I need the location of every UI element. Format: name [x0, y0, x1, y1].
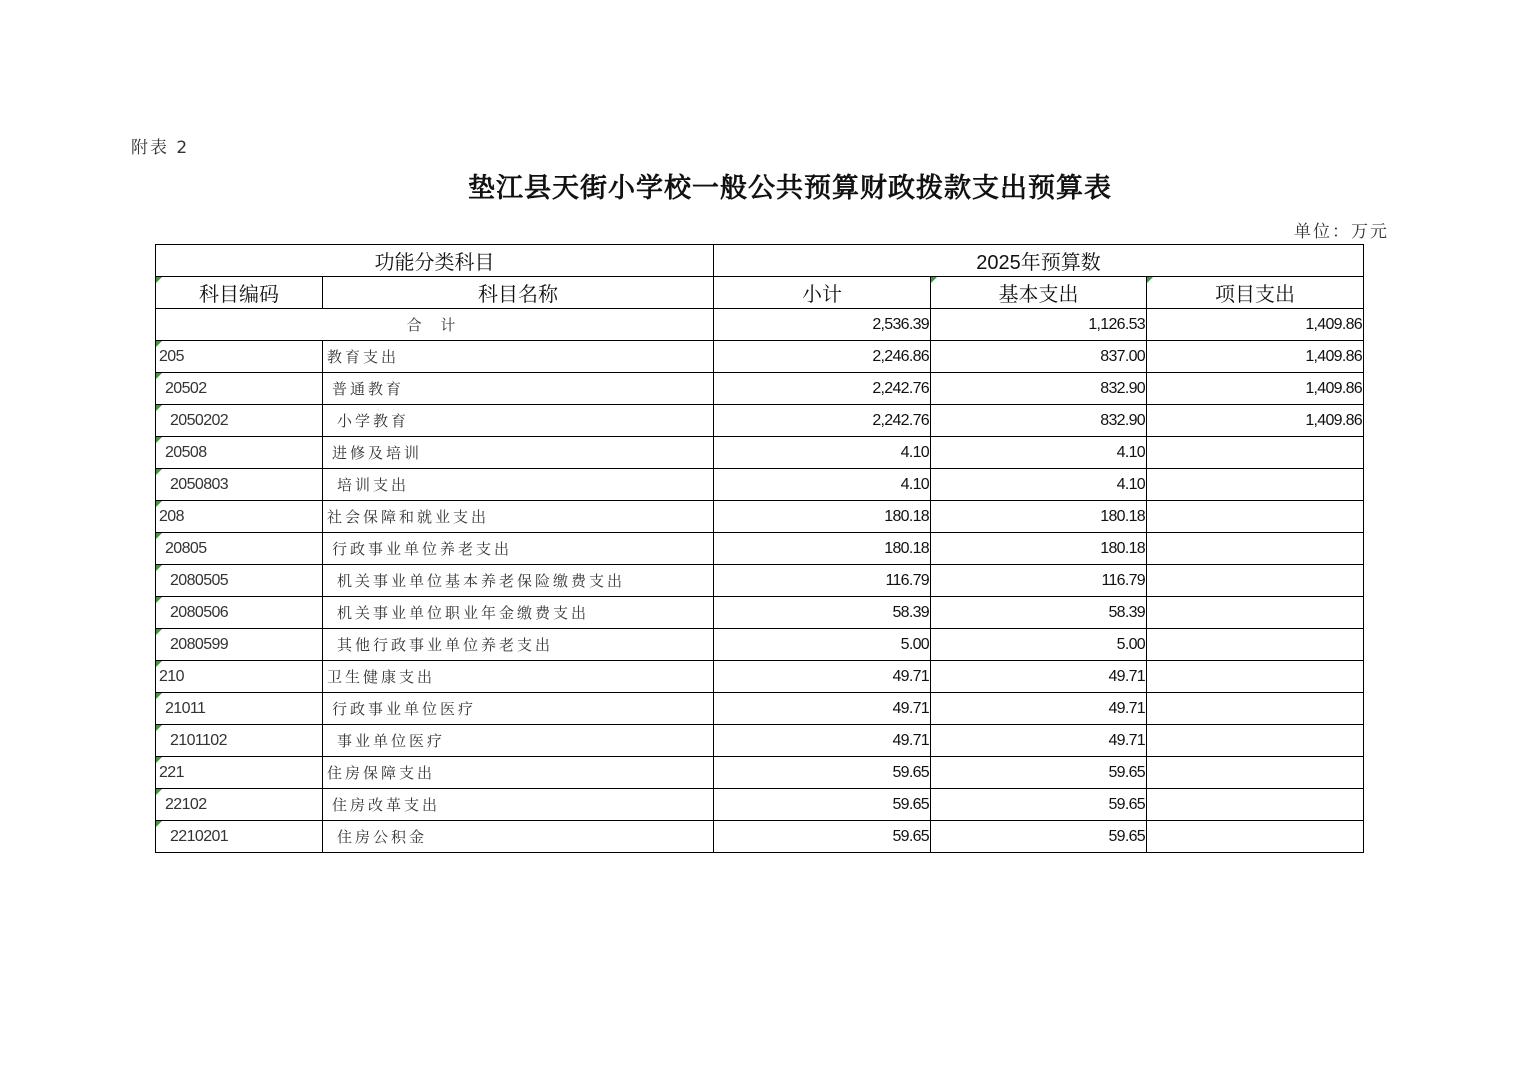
cell-name: 住房公积金 — [323, 821, 714, 853]
cell-project — [1147, 693, 1364, 725]
table-row — [156, 405, 1364, 437]
cell-basic: 837.00 — [931, 341, 1147, 373]
total-project: 1,409.86 — [1147, 309, 1364, 341]
cell-project — [1147, 565, 1364, 597]
cell-name: 教育支出 — [323, 341, 714, 373]
cell-basic: 59.65 — [931, 757, 1147, 789]
cell-project: 1,409.86 — [1147, 341, 1364, 373]
cell-code: 2210201 — [156, 821, 323, 853]
cell-basic: 4.10 — [931, 437, 1147, 469]
table-row — [156, 373, 1364, 405]
document-title: 垫江县天街小学校一般公共预算财政拨款支出预算表 — [468, 173, 1112, 204]
table-row — [156, 757, 1364, 789]
cell-basic: 59.65 — [931, 789, 1147, 821]
cell-project — [1147, 501, 1364, 533]
header-name: 科目名称 — [323, 277, 714, 309]
header-column-row — [156, 277, 1364, 309]
cell-name: 社会保障和就业支出 — [323, 501, 714, 533]
cell-code: 2080505 — [156, 565, 323, 597]
header-subtotal: 小计 — [714, 277, 931, 309]
header-project-expenditure: 项目支出 — [1147, 277, 1364, 309]
table-row — [156, 437, 1364, 469]
cell-project — [1147, 629, 1364, 661]
cell-subtotal: 2,246.86 — [714, 341, 931, 373]
cell-name: 行政事业单位医疗 — [323, 693, 714, 725]
cell-subtotal: 58.39 — [714, 597, 931, 629]
cell-project — [1147, 597, 1364, 629]
table-row — [156, 597, 1364, 629]
cell-name: 事业单位医疗 — [323, 725, 714, 757]
cell-subtotal: 2,242.76 — [714, 405, 931, 437]
cell-basic: 180.18 — [931, 533, 1147, 565]
cell-subtotal: 116.79 — [714, 565, 931, 597]
cell-basic: 832.90 — [931, 373, 1147, 405]
cell-subtotal: 49.71 — [714, 661, 931, 693]
cell-basic: 5.00 — [931, 629, 1147, 661]
appendix-label: 附表 2 — [131, 138, 190, 158]
cell-code: 210 — [156, 661, 323, 693]
total-row — [156, 309, 1364, 341]
cell-basic: 832.90 — [931, 405, 1147, 437]
cell-name: 机关事业单位基本养老保险缴费支出 — [323, 565, 714, 597]
cell-code: 2080506 — [156, 597, 323, 629]
cell-code: 2080599 — [156, 629, 323, 661]
cell-subtotal: 180.18 — [714, 533, 931, 565]
cell-name: 其他行政事业单位养老支出 — [323, 629, 714, 661]
cell-code: 20508 — [156, 437, 323, 469]
cell-basic: 116.79 — [931, 565, 1147, 597]
cell-subtotal: 4.10 — [714, 437, 931, 469]
header-group-row — [156, 245, 1364, 277]
cell-basic: 58.39 — [931, 597, 1147, 629]
cell-subtotal: 2,242.76 — [714, 373, 931, 405]
table-row — [156, 661, 1364, 693]
cell-project — [1147, 789, 1364, 821]
cell-project — [1147, 757, 1364, 789]
total-basic: 1,126.53 — [931, 309, 1147, 341]
header-code: 科目编码 — [156, 277, 323, 309]
budget-table — [155, 244, 1364, 853]
cell-basic: 4.10 — [931, 469, 1147, 501]
table-row — [156, 693, 1364, 725]
table-row — [156, 469, 1364, 501]
cell-project: 1,409.86 — [1147, 373, 1364, 405]
cell-name: 普通教育 — [323, 373, 714, 405]
cell-subtotal: 180.18 — [714, 501, 931, 533]
cell-code: 2050803 — [156, 469, 323, 501]
cell-project — [1147, 725, 1364, 757]
cell-name: 住房保障支出 — [323, 757, 714, 789]
cell-project: 1,409.86 — [1147, 405, 1364, 437]
table-row — [156, 725, 1364, 757]
unit-label: 单位：万元 — [1294, 222, 1389, 242]
cell-subtotal: 59.65 — [714, 789, 931, 821]
cell-basic: 59.65 — [931, 821, 1147, 853]
cell-name: 进修及培训 — [323, 437, 714, 469]
cell-code: 20805 — [156, 533, 323, 565]
cell-name: 小学教育 — [323, 405, 714, 437]
cell-name: 卫生健康支出 — [323, 661, 714, 693]
header-basic-expenditure: 基本支出 — [931, 277, 1147, 309]
table-row — [156, 821, 1364, 853]
table-row — [156, 565, 1364, 597]
cell-subtotal: 59.65 — [714, 821, 931, 853]
cell-code: 221 — [156, 757, 323, 789]
cell-subtotal: 4.10 — [714, 469, 931, 501]
cell-basic: 49.71 — [931, 661, 1147, 693]
cell-name: 机关事业单位职业年金缴费支出 — [323, 597, 714, 629]
cell-code: 2101102 — [156, 725, 323, 757]
cell-subtotal: 59.65 — [714, 757, 931, 789]
header-budget-2025: 2025年预算数 — [714, 245, 1364, 277]
cell-subtotal: 5.00 — [714, 629, 931, 661]
cell-subtotal: 49.71 — [714, 693, 931, 725]
table-row — [156, 629, 1364, 661]
cell-subtotal: 49.71 — [714, 725, 931, 757]
cell-project — [1147, 469, 1364, 501]
table-row — [156, 341, 1364, 373]
cell-name: 住房改革支出 — [323, 789, 714, 821]
cell-project — [1147, 437, 1364, 469]
cell-code: 205 — [156, 341, 323, 373]
table-row — [156, 501, 1364, 533]
cell-name: 培训支出 — [323, 469, 714, 501]
cell-code: 20502 — [156, 373, 323, 405]
cell-code: 22102 — [156, 789, 323, 821]
cell-project — [1147, 821, 1364, 853]
table-row — [156, 789, 1364, 821]
cell-project — [1147, 533, 1364, 565]
cell-basic: 180.18 — [931, 501, 1147, 533]
cell-code: 21011 — [156, 693, 323, 725]
total-subtotal: 2,536.39 — [714, 309, 931, 341]
table-row — [156, 533, 1364, 565]
cell-code: 208 — [156, 501, 323, 533]
total-label: 合 计 — [156, 309, 714, 341]
header-functional-classification: 功能分类科目 — [156, 245, 714, 277]
cell-basic: 49.71 — [931, 693, 1147, 725]
cell-project — [1147, 661, 1364, 693]
cell-name: 行政事业单位养老支出 — [323, 533, 714, 565]
cell-basic: 49.71 — [931, 725, 1147, 757]
cell-code: 2050202 — [156, 405, 323, 437]
